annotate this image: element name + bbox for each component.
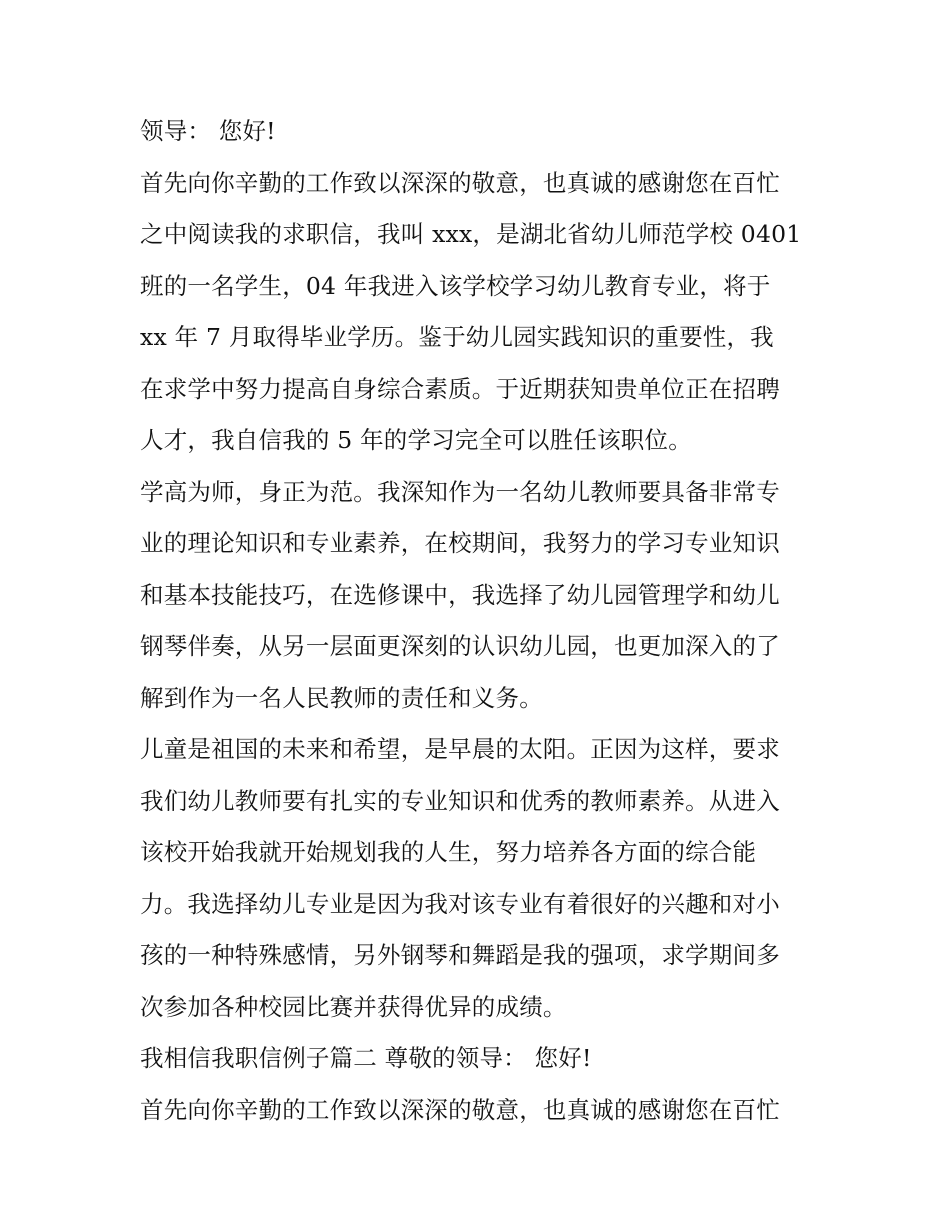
- text-line: 首先向你辛勤的工作致以深深的敬意，也真诚的感谢您在百忙: [140, 168, 780, 197]
- text-line: 首先向你辛勤的工作致以深深的敬意，也真诚的感谢您在百忙: [140, 1095, 780, 1124]
- text-line: 次参加各种校园比赛并获得优异的成绩。: [140, 992, 567, 1021]
- text-line: 我相信我职信例子篇二 尊敬的领导： 您好!: [140, 1044, 592, 1072]
- text-line: 人才，我自信我的 5 年的学习完全可以胜任该职位。: [140, 426, 692, 454]
- text-line: 儿童是祖国的未来和希望，是早晨的太阳。正因为这样，要求: [140, 735, 780, 763]
- text-line: 我们幼儿教师要有扎实的专业知识和优秀的教师素养。从进入: [140, 786, 780, 815]
- text-line: 业的理论知识和专业素养，在校期间，我努力的学习专业知识: [140, 529, 780, 557]
- text-line: 之中阅读我的求职信，我叫 xxx，是湖北省幼儿师范学校 0401: [140, 220, 802, 248]
- text-line: 钢琴伴奏，从另一层面更深刻的认识幼儿园，也更加深入的了: [140, 632, 780, 660]
- text-line: 该校开始我就开始规划我的人生，努力培养各方面的综合能: [140, 838, 757, 866]
- text-line: 解到作为一名人民教师的责任和义务。: [140, 683, 543, 712]
- text-line: 学高为师，身正为范。我深知作为一名幼儿教师要具备非常专: [140, 477, 780, 506]
- text-line: 在求学中努力提高自身综合素质。于近期获知贵单位正在招聘: [140, 374, 780, 403]
- text-line: 班的一名学生，04 年我进入该学校学习幼儿教育专业，将于: [140, 271, 771, 300]
- text-line: 孩的一种特殊感情，另外钢琴和舞蹈是我的强项，求学期间多: [140, 941, 780, 969]
- text-line: xx 年 7 月取得毕业学历。鉴于幼儿园实践知识的重要性，我: [140, 323, 774, 351]
- text-line: 和基本技能技巧，在选修课中，我选择了幼儿园管理学和幼儿: [140, 580, 780, 609]
- text-line: 领导： 您好!: [140, 117, 276, 145]
- letter-body: [140, 106, 820, 1136]
- text-line: 力。我选择幼儿专业是因为我对该专业有着很好的兴趣和对小: [140, 889, 780, 918]
